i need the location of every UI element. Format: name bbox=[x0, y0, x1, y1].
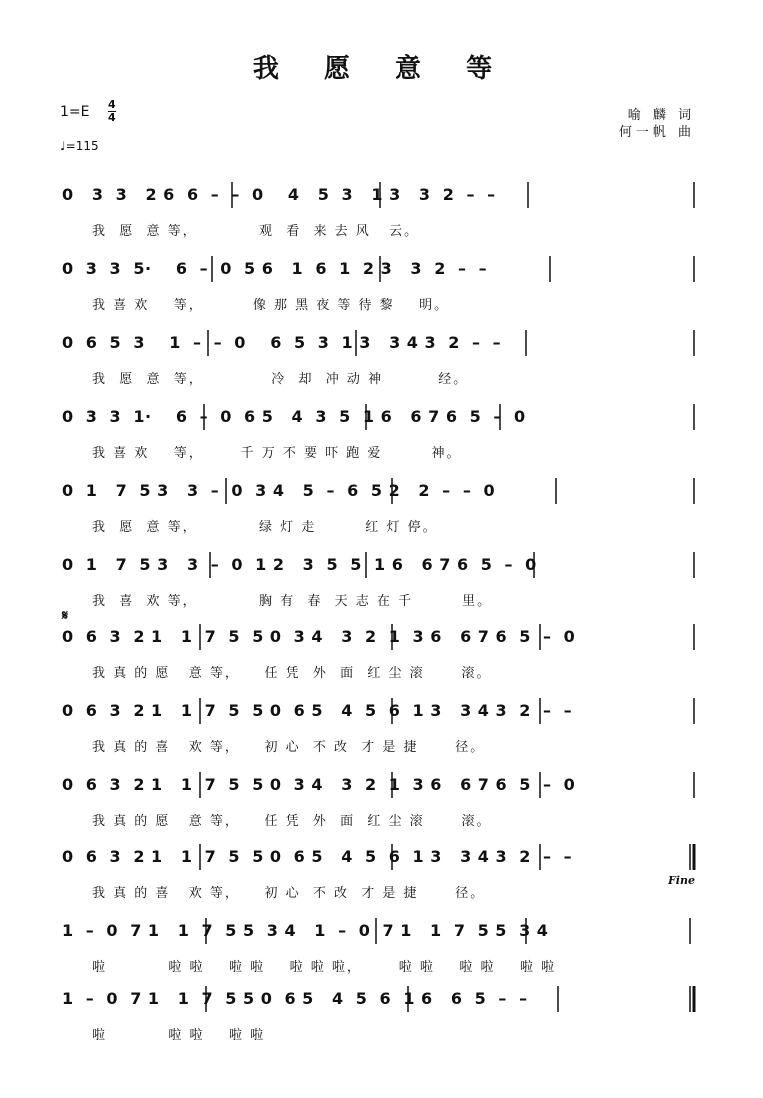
note-line: 0 3 3 5· 6 – 0 5 6 1 6 1 2 3 3 2 – – bbox=[62, 259, 488, 278]
note-line: 0 6 3 2 1 1 7 5 5 0 3 4 3 2 1 3 6 6 7 6 5 – 0 bbox=[62, 775, 576, 794]
time-bottom: 4 bbox=[108, 111, 116, 124]
staff-system bbox=[0, 254, 763, 324]
lyric-line: 啦 啦 啦 啦 啦 啦 啦 啦， 啦 啦 啦 啦 啦 啦 bbox=[92, 960, 557, 975]
staff-system bbox=[0, 622, 763, 692]
staff-system bbox=[0, 984, 763, 1054]
staff-system bbox=[0, 770, 763, 840]
note-line: 0 3 3 1· 6 – 0 6 5 4 3 5 1 6 6 7 6 5 – 0 bbox=[62, 407, 526, 426]
staff-system bbox=[0, 550, 763, 620]
lyric-line: 我 愿 意 等， 冷 却 冲 动 神 经。 bbox=[92, 372, 469, 387]
composer-credit: 何一帆 曲 bbox=[618, 125, 695, 140]
song-title: 我 愿 意 等 bbox=[252, 54, 511, 84]
key-signature: 1=E bbox=[60, 104, 90, 120]
lyric-line: 我 真 的 愿 意 等， 任 凭 外 面 红 尘 滚 滚。 bbox=[92, 814, 492, 829]
note-line: 0 3 3 2 6 6 – – 0 4 5 3 1 3 3 2 – – bbox=[62, 185, 496, 204]
note-line: 0 1 7 5 3 3 – 0 3 4 5 – 6 5 2 2 – – 0 bbox=[62, 481, 496, 500]
staff-system bbox=[0, 180, 763, 250]
note-line: 0 6 3 2 1 1 7 5 5 0 6 5 4 5 6 1 3 3 4 3 2 – – bbox=[62, 847, 573, 866]
staff-system bbox=[0, 916, 763, 986]
staff-system bbox=[0, 476, 763, 546]
note-line: 1 – 0 7 1 1 7 5 5 0 6 5 4 5 6 1 6 6 5 – – bbox=[62, 989, 528, 1008]
staff-system bbox=[0, 696, 763, 766]
lyric-line: 啦 啦 啦 啦 啦 bbox=[92, 1028, 266, 1043]
time-top: 4 bbox=[108, 98, 116, 111]
fine-mark: Fine bbox=[668, 874, 695, 887]
tempo-mark: ♩=115 bbox=[60, 139, 99, 153]
lyric-line: 我 喜 欢 等， 千 万 不 要 吓 跑 爱 神。 bbox=[92, 446, 462, 461]
lyric-line: 我 愿 意 等， 观 看 来 去 风 云。 bbox=[92, 224, 420, 239]
staff-system bbox=[0, 402, 763, 472]
staff-system bbox=[0, 842, 763, 912]
note-line: 0 6 3 2 1 1 7 5 5 0 3 4 3 2 1 3 6 6 7 6 5 – 0 bbox=[62, 627, 576, 646]
lyricist-credit: 喻 麟 词 bbox=[627, 108, 695, 123]
segno-sign: 𝄋 bbox=[62, 608, 69, 624]
lyric-line: 我 真 的 喜 欢 等， 初 心 不 改 才 是 捷 径。 bbox=[92, 740, 486, 755]
lyric-line: 我 愿 意 等， 绿 灯 走 红 灯 停。 bbox=[92, 520, 438, 535]
note-line: 0 6 5 3 1 – – 0 6 5 3 1 3 3 4 3 2 – – bbox=[62, 333, 502, 352]
lyric-line: 我 喜 欢 等， 胸 有 春 天 志 在 千 里。 bbox=[92, 594, 493, 609]
note-line: 0 1 7 5 3 3 – 0 1 2 3 5 5 1 6 6 7 6 5 – 0 bbox=[62, 555, 537, 574]
lyric-line: 我 真 的 愿 意 等， 任 凭 外 面 红 尘 滚 滚。 bbox=[92, 666, 492, 681]
time-signature bbox=[108, 99, 116, 124]
note-line: 0 6 3 2 1 1 7 5 5 0 6 5 4 5 6 1 3 3 4 3 2 – – bbox=[62, 701, 573, 720]
lyric-line: 我 喜 欢 等， 像 那 黑 夜 等 待 黎 明。 bbox=[92, 298, 450, 313]
lyric-line: 我 真 的 喜 欢 等， 初 心 不 改 才 是 捷 径。 bbox=[92, 886, 486, 901]
note-line: 1 – 0 7 1 1 7 5 5 3 4 1 – 0 7 1 1 7 5 5 3 4 bbox=[62, 921, 549, 940]
staff-system bbox=[0, 328, 763, 398]
